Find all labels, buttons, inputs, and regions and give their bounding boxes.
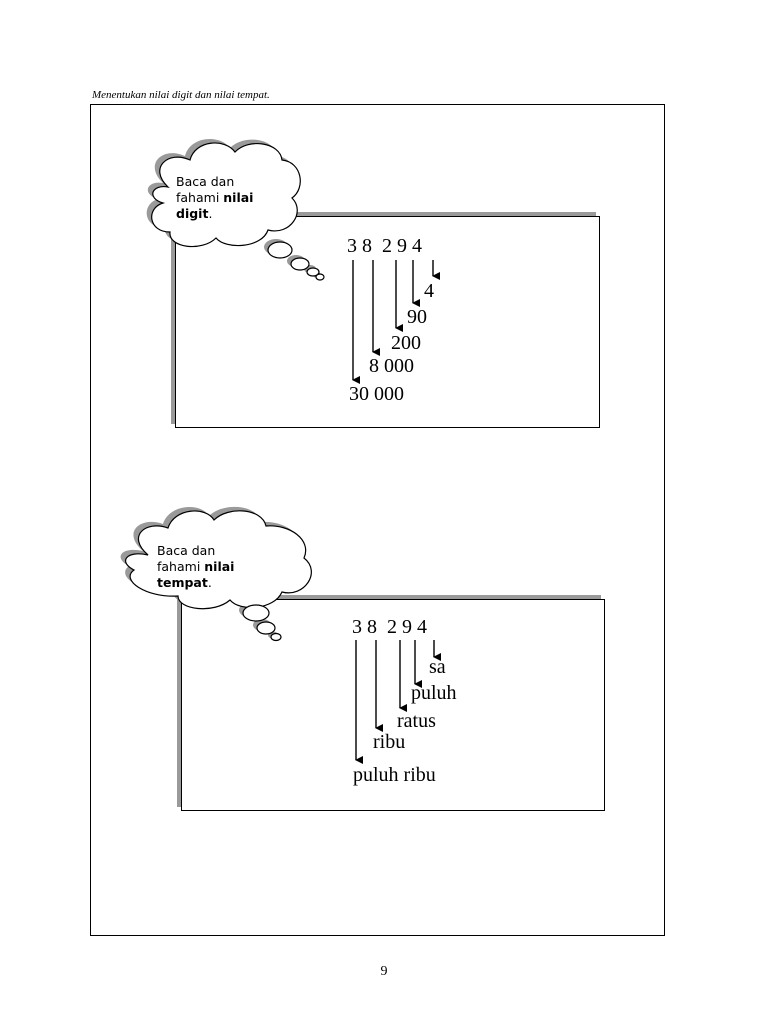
- cloud-line-bold: nilai: [223, 190, 254, 205]
- place-name-tens: puluh: [411, 682, 457, 704]
- place-name-ones: sa: [429, 656, 446, 678]
- digit-value-hundreds: 200: [391, 332, 421, 354]
- cloud-line-bold: tempat: [157, 575, 208, 590]
- place-name-ten-thousands: puluh ribu: [353, 764, 436, 786]
- cloud-line: Baca dan: [157, 543, 216, 558]
- cloud-line: Baca dan: [176, 174, 235, 189]
- place-number: 3 8 2 9 4: [352, 616, 427, 638]
- cloud-line-bold: nilai: [204, 559, 235, 574]
- digit-value-thousands: 8 000: [369, 355, 414, 377]
- cloud-line-bold: digit: [176, 206, 209, 221]
- page-caption: Menentukan nilai digit dan nilai tempat.: [92, 89, 270, 101]
- digit-value-tens: 90: [407, 306, 427, 328]
- cloud-line-text: .: [208, 206, 213, 221]
- page-number: 9: [380, 964, 388, 979]
- digit-number: 3 8 2 9 4: [347, 235, 422, 257]
- place-name-hundreds: ratus: [397, 710, 436, 732]
- digit-value-ones: 4: [424, 280, 434, 302]
- place-name-thousands: ribu: [373, 731, 406, 753]
- cloud-line-text: .: [207, 575, 212, 590]
- cloud-line-text: fahami: [176, 190, 224, 205]
- cloud-line-text: fahami: [157, 559, 205, 574]
- digit-value-ten-thousands: 30 000: [349, 383, 404, 405]
